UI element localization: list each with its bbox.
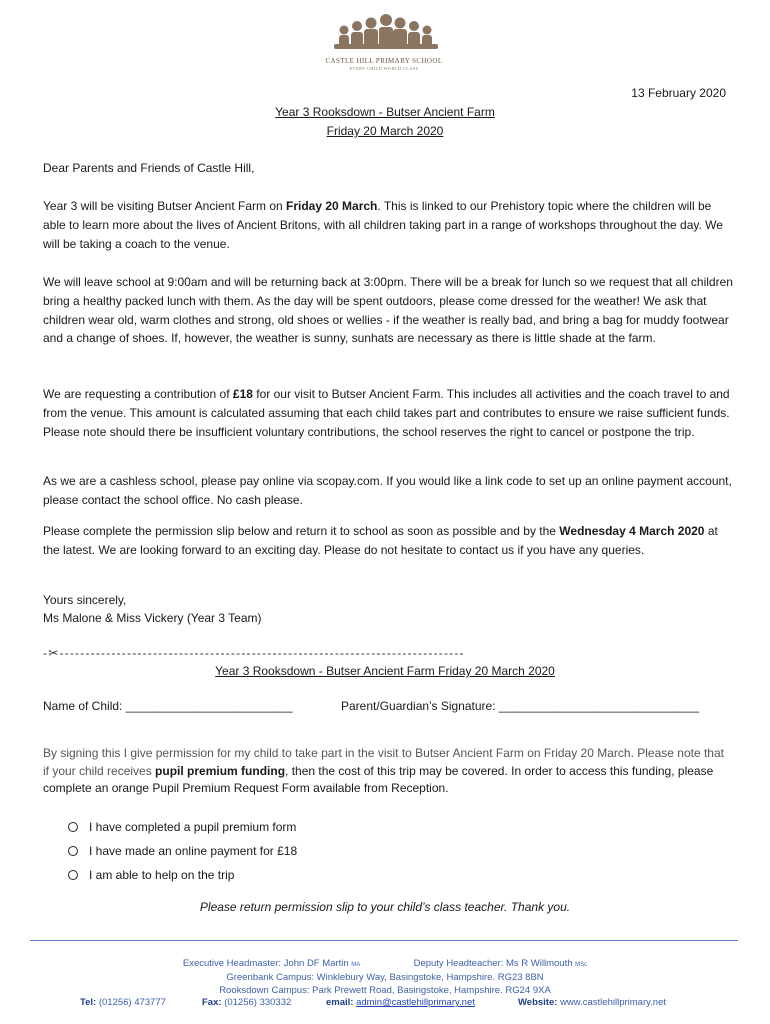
- school-name: CASTLE HILL PRIMARY SCHOOL: [325, 57, 443, 65]
- radio-circle-icon[interactable]: [68, 870, 78, 880]
- paragraph-contribution-text-a: We are requesting a contribution of: [43, 387, 233, 401]
- deputy-head-qualification: MSc: [575, 962, 588, 968]
- paragraph-contribution-text-b: for our visit to Butser Ancient Farm. This includes all activities and the coach travel to and from the venue. This amount is calculated assuming that each child takes part and contributes to ensure we raise sufficient funds. Please note should there be insufficient voluntary contributions, the school reserves the right to cancel or postpone the trip.: [43, 387, 730, 439]
- paragraph-request-text-b: at the latest. We are looking forward to an exciting day. Please do not hesitate to contact us if you have any queries.: [43, 524, 718, 557]
- slip-title: Year 3 Rooksdown - Butser Ancient Farm Friday 20 March 2020: [215, 664, 555, 678]
- website-value[interactable]: www.castlehillprimary.net: [560, 997, 667, 1008]
- option-label: I am able to help on the trip: [89, 868, 235, 882]
- paragraph-visit-text-a: Year 3 will be visiting Butser Ancient Farm on: [43, 199, 287, 213]
- contribution-amount: £18: [232, 387, 253, 401]
- paragraph-visit-text-b: . This is linked to our Prehistory topic where the children will be able to learn more about the lives of Ancient Britons, with all children taking part in a range of workshops throughout the day. We will be taking a coach to the venue.: [43, 199, 723, 251]
- footer-fax: [202, 997, 291, 1008]
- school-logo: [318, 14, 450, 80]
- footer-email: [326, 997, 475, 1008]
- footer-staff: [0, 958, 770, 969]
- footer-divider: [30, 940, 738, 941]
- children-figures-icon: [324, 14, 444, 56]
- greeting: Dear Parents and Friends of Castle Hill,: [43, 161, 255, 175]
- pupil-premium-bold: pupil premium funding: [155, 763, 286, 778]
- footer-tel: [80, 997, 166, 1008]
- fax-label: Fax:: [202, 997, 222, 1008]
- option-pupil-premium[interactable]: [68, 820, 296, 834]
- school-motto: EVERY CHILD WORLD CLASS: [349, 66, 419, 71]
- letter-date: 13 February 2020: [631, 86, 726, 100]
- option-online-payment[interactable]: [68, 844, 297, 858]
- fax-value: (01256) 330332: [224, 997, 292, 1008]
- guardian-signature-field[interactable]: Parent/Guardian’s Signature: ______________________________: [341, 699, 700, 713]
- paragraph-request-text-a: Please complete the permission slip below and return it to school as soon as possible and by the: [43, 524, 560, 538]
- website-label: Website:: [518, 997, 558, 1008]
- letter-title: Year 3 Rooksdown - Butser Ancient Farm: [275, 105, 495, 119]
- permission-statement: [43, 745, 733, 798]
- visit-date-bold: Friday 20 March: [286, 199, 378, 213]
- radio-circle-icon[interactable]: [68, 822, 78, 832]
- tel-value: (01256) 473777: [98, 997, 166, 1008]
- paragraph-schedule: We will leave school at 9:00am and will be returning back at 3:00pm. There will be a break for lunch so we request that all children bring a healthy packed lunch with them. As the day will be spent outdoors, please come dressed for the weather! We ask that children wear old, warm clothes and strong, old shoes or wellies - if the weather is really bad, and bring a bag for muddy footwear and a change of shoes. If, however, the weather is sunny, sunhats are necessary as there is little shade at the farm.: [43, 275, 733, 346]
- tel-label: Tel:: [80, 997, 97, 1008]
- option-help-on-trip[interactable]: [68, 868, 234, 882]
- greenbank-address: Greenbank Campus: Winklebury Way, Basingstoke, Hampshire. RG23 8BN: [226, 972, 544, 983]
- rooksdown-address: Rooksdown Campus: Park Prewett Road, Basingstoke, Hampshire. RG24 9XA: [219, 985, 551, 996]
- radio-circle-icon[interactable]: [68, 846, 78, 856]
- executive-headmaster: Executive Headmaster: John DF Martin: [182, 958, 349, 969]
- paragraph-permission-request: [43, 522, 733, 560]
- scissors-cut-line: -✂------------------------------------------------------------------------------: [43, 646, 465, 660]
- email-link[interactable]: admin@castlehillprimary.net: [356, 997, 475, 1008]
- option-label: I have completed a pupil premium form: [89, 820, 297, 834]
- signatories: Ms Malone & Miss Vickery (Year 3 Team): [43, 611, 262, 625]
- deadline-date: Wednesday 4 March 2020: [559, 524, 705, 538]
- email-label: email:: [326, 997, 354, 1008]
- permission-text-a: By signing this I give permission for my child to take part in the visit to Butser Ancient Farm on Friday 20 March. Please note that if your child receives: [43, 746, 724, 778]
- letter-subtitle: Friday 20 March 2020: [326, 124, 444, 138]
- paragraph-cashless: As we are a cashless school, please pay online via scopay.com. If you would like a link code to set up an online payment account, please contact the school office. No cash please.: [43, 474, 732, 507]
- footer-website: [518, 997, 666, 1008]
- permission-text-b: , then the cost of this trip may be covered. In order to access this funding, please complete an orange Pupil Premium Request Form available from Reception.: [43, 763, 714, 795]
- option-label: I have made an online payment for £18: [89, 844, 298, 858]
- paragraph-contribution: [43, 385, 733, 441]
- deputy-headteacher: Deputy Headteacher: Ms R Willmouth: [413, 958, 573, 969]
- exec-head-qualification: MA: [351, 962, 361, 968]
- signoff: Yours sincerely,: [43, 593, 127, 607]
- child-name-field[interactable]: Name of Child: _________________________: [43, 699, 293, 713]
- paragraph-visit: [43, 197, 733, 253]
- return-note: Please return permission slip to your child’s class teacher. Thank you.: [199, 900, 571, 914]
